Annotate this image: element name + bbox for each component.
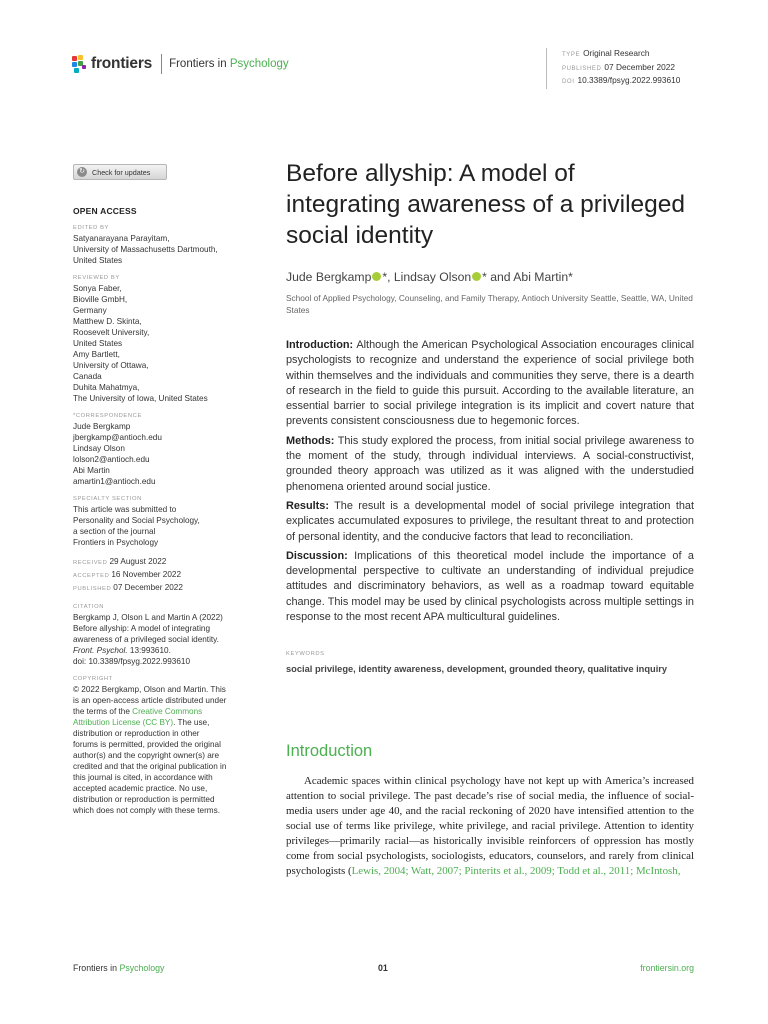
article-sidebar xyxy=(73,164,258,816)
logo-divider xyxy=(161,54,162,74)
reviewed-by-section: REVIEWED BY Sonya Faber, Bioville GmbH, Germany Matthew D. Skinta, Roosevelt University, United States Amy Bartlett, University of Ottawa, Canada Duhita Mahatmya, The University of Iowa, United States xyxy=(73,275,208,403)
keywords: social privilege, identity awareness, development, grounded theory, qualitative inquiry xyxy=(286,664,668,675)
orcid-icon[interactable] xyxy=(372,272,381,281)
section-heading-introduction: Introduction xyxy=(286,742,373,761)
refresh-icon: ↻ xyxy=(77,167,87,177)
abstract-introduction: Introduction: Although the American Psychological Association encourages clinical psychologists to recognize and understand the experience of social privilege both within themselves and the individuals and communities they serve, there is a dearth of research in the field to guide this pursuit. According to the available literature, an essential barrier to social privilege integration is its implicit and covert nature that prevents consistent consciousness due to hegemonic forces. xyxy=(286,339,694,428)
orcid-icon[interactable] xyxy=(472,272,481,281)
introduction-paragraph: Academic spaces within clinical psychology have not kept up with America’s increased attention to social privilege. The past decade’s rise of social media, the influence of social-media users under age 40, and the racial reckoning of 2020 have intensified attention to the social use of terms like privilege, white privilege, and racial privilege. Attention to identity privileges—primarily racial—as historically invisible reinforcers of oppression has mostly come from social psychologists, sociologists, educators, counselors, and rarely from clinical psychologists (Lewis, 2004; Watt, 2007; Pinterits et al., 2009; Todd et al., 2011; McIntosh, xyxy=(286,775,694,878)
edited-by-section: EDITED BY Satyanarayana Parayitam, University of Massachusetts Dartmouth, United States xyxy=(73,225,218,265)
check-for-updates-label: Check for updates xyxy=(92,167,151,177)
meta-type: TYPE Original Research xyxy=(562,48,650,58)
logo-wordmark: frontiers xyxy=(91,55,153,72)
citation-section: CITATION Bergkamp J, Olson L and Martin A (2022) Before allyship: A model of integrating awareness of a privileged social identity. Front. Psychol. 13:993610. doi: 10.3389/fpsyg.2022.993610 xyxy=(73,604,223,666)
copyright-section: COPYRIGHT © 2022 Bergkamp, Olson and Martin. This is an open-access article distributed under the terms of the Creative Commons Attribution License (CC BY). The use, distribution or reproduction in other forums is permitted, provided the original author(s) and the copyright owner(s) are credited and that the original publication in this journal is cited, in accordance with accepted academic practice. No use, distribution or reproduction is permitted which does not comply with these terms. xyxy=(73,676,227,815)
frontiers-logo[interactable] xyxy=(72,54,289,74)
meta-published: PUBLISHED 07 December 2022 xyxy=(562,61,675,72)
article-meta xyxy=(546,48,762,89)
author-name[interactable]: Jude Bergkamp xyxy=(286,270,372,284)
date-published: PUBLISHED 07 December 2022 xyxy=(73,583,183,592)
date-received: RECEIVED 29 August 2022 xyxy=(73,557,167,566)
footer-site-link[interactable]: frontiersin.org xyxy=(640,963,694,973)
correspondence-section: *CORRESPONDENCE Jude Bergkamp jbergkamp@antioch.edu Lindsay Olson lolson2@antioch.edu Abi Martin amartin1@antioch.edu xyxy=(73,413,162,486)
open-access-label: OPEN ACCESS xyxy=(73,206,137,216)
author-affiliation: School of Applied Psychology, Counseling, and Family Therapy, Antioch University Seattle, Seattle, WA, United States xyxy=(286,293,693,315)
author-name[interactable]: Lindsay Olson xyxy=(393,270,472,284)
check-for-updates-button[interactable] xyxy=(73,164,167,180)
page-number: 01 xyxy=(378,963,388,973)
abstract-discussion: Discussion: Implications of this theoretical model include the importance of a developmental perspective to cultivate an understanding of individual prejudice attitudes and discriminatory behaviors, as well as a roadmap toward equitable change. This model may be used by clinical psychologists across multiple settings in response to the most recent APA multicultural guidelines. xyxy=(286,549,694,624)
article-main xyxy=(286,158,694,879)
date-accepted: ACCEPTED 16 November 2022 xyxy=(73,570,182,579)
abstract xyxy=(286,338,694,625)
article-title: Before allyship: A model of integrating awareness of a privileged social identity xyxy=(286,160,686,249)
frontiers-logo-icon xyxy=(72,55,88,73)
keywords-label: KEYWORDS xyxy=(286,651,325,658)
citation-links[interactable]: Lewis, 2004; Watt, 2007; Pinterits et al., 2009; Todd et al., 2011; McIntosh, xyxy=(351,865,681,878)
journal-name: Frontiers in Psychology xyxy=(169,58,289,70)
cc-by-license-link[interactable]: Creative Commons Attribution License (CC BY) xyxy=(73,707,203,727)
dates-section xyxy=(73,556,258,595)
meta-doi[interactable]: DOI 10.3389/fpsyg.2022.993610 xyxy=(562,75,681,85)
specialty-section: SPECIALTY SECTION This article was submitted to Personality and Social Psychology, a section of the journal Frontiers in Psychology xyxy=(73,496,200,547)
abstract-results: Results: The result is a developmental model of social privilege integration that explicates accumulated exposures to privilege, the resultant threat to and protection of personal identity, and the conducive factors that lead to reconciliation. xyxy=(286,499,694,543)
author-list: Jude Bergkamp *, Lindsay Olson * and Abi Martin* xyxy=(286,270,573,284)
abstract-methods: Methods: This study explored the process, from initial social privilege awareness to the moment of the study, through individual interviews. A social-constructivist, grounded theory approach was utilized as it was aligned with the understudied phenomena oriented around social justice. xyxy=(286,434,694,493)
footer-journal: Frontiers in Psychology xyxy=(73,963,165,973)
